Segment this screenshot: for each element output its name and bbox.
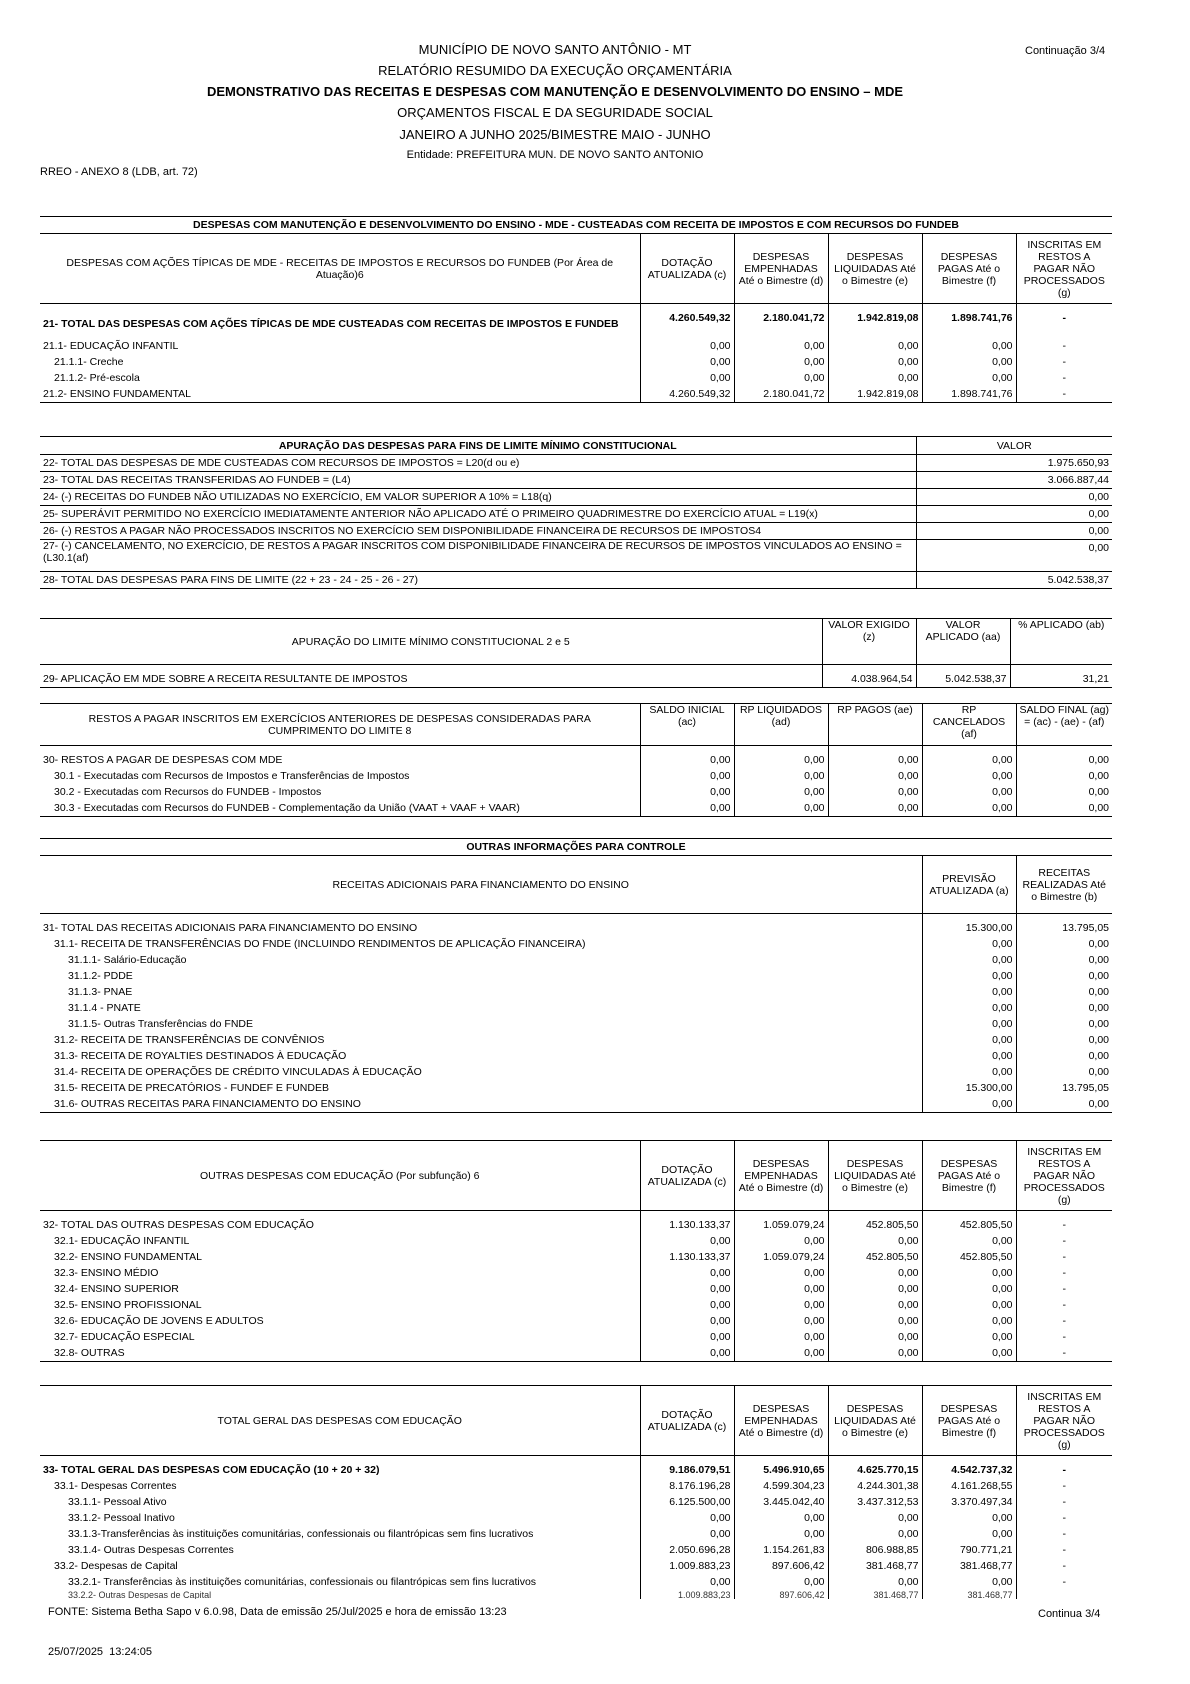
table-row: 21.1- EDUCAÇÃO INFANTIL 0,00 0,00 0,00 0,00 - — [40, 338, 1112, 354]
entity-line: Entidade: PREFEITURA MUN. DE NOVO SANTO ANTONIO — [406, 149, 704, 161]
table-row: 29- APLICAÇÃO EM MDE SOBRE A RECEITA RESULTANTE DE IMPOSTOS 4.038.964,54 5.042.538,37 31,21 — [40, 671, 1112, 688]
column-header: APURAÇÃO DO LIMITE MÍNIMO CONSTITUCIONAL 2 e 5 — [40, 619, 822, 665]
table-row: 23- TOTAL DAS RECEITAS TRANSFERIDAS AO FUNDEB = (L4) 3.066.887,44 — [40, 472, 1112, 489]
column-header: INSCRITAS EM RESTOS A PAGAR NÃO PROCESSADOS (g) — [1016, 1386, 1112, 1456]
column-header: VALOR EXIGIDO (z) — [822, 619, 916, 665]
column-header: DOTAÇÃO ATUALIZADA (c) — [640, 1386, 734, 1456]
table-row: 21.2- ENSINO FUNDAMENTAL 4.260.549,32 2.180.041,72 1.942.819,08 1.898.741,76 - — [40, 386, 1112, 403]
table-row: 26- (-) RESTOS A PAGAR NÃO PROCESSADOS INSCRITOS NO EXERCÍCIO SEM DISPONIBILIDADE FINANCEIRA DE RECURSOS DE IMPOSTOS4 0,00 — [40, 523, 1112, 540]
column-header: DESPESAS EMPENHADAS Até o Bimestre (d) — [734, 1386, 828, 1456]
statement-title: DEMONSTRATIVO DAS RECEITAS E DESPESAS COM MANUTENÇÃO E DESENVOLVIMENTO DO ENSINO – MDE — [206, 84, 904, 99]
total-education-expenses-table — [40, 1385, 1112, 1599]
column-header: INSCRITAS EM RESTOS A PAGAR NÃO PROCESSADOS (g) — [1016, 234, 1112, 304]
column-header: RP PAGOS (ae) — [828, 704, 922, 746]
table-row: 33.1.4- Outras Despesas Correntes 2.050.696,28 1.154.261,83 806.988,85 790.771,21 - — [40, 1542, 1112, 1558]
constitutional-limit-table — [40, 618, 1112, 688]
table-row: 33.2.2- Outras Despesas de Capital 1.009.883,23 897.606,42 381.468,77 381.468,77 — [40, 1590, 1112, 1599]
table-row: 33.1.1- Pessoal Ativo 6.125.500,00 3.445.042,40 3.437.312,53 3.370.497,34 - — [40, 1494, 1112, 1510]
table-row: 33.2.1- Transferências às instituições comunitárias, confessionais ou filantrópicas sem fins lucrativos 0,00 0,00 0,00 0,00 - — [40, 1574, 1112, 1590]
additional-revenue-table — [40, 838, 1112, 1113]
table-row: 31- TOTAL DAS RECEITAS ADICIONAIS PARA FINANCIAMENTO DO ENSINO 15.300,00 13.795,05 — [40, 920, 1112, 936]
table-row: 27- (-) CANCELAMENTO, NO EXERCÍCIO, DE RESTOS A PAGAR INSCRITOS COM DISPONIBILIDADE FINANCEIRA DE RECURSOS DE IMPOSTOS VINCULADOS AO ENSINO = (L30.1(af) 0,00 — [40, 540, 1112, 572]
table-row: 32.6- EDUCAÇÃO DE JOVENS E ADULTOS 0,00 0,00 0,00 0,00 - — [40, 1313, 1112, 1329]
other-education-expenses-table — [40, 1140, 1112, 1362]
table-row: 28- TOTAL DAS DESPESAS PARA FINS DE LIMITE (22 + 23 - 24 - 25 - 26 - 27) 5.042.538,37 — [40, 572, 1112, 589]
column-header: DESPESAS PAGAS Até o Bimestre (f) — [922, 1386, 1016, 1456]
table-row: 33- TOTAL GERAL DAS DESPESAS COM EDUCAÇÃO (10 + 20 + 32) 9.186.079,51 5.496.910,65 4.625.770,15 4.542.737,32 - — [40, 1462, 1112, 1478]
table-row: 33.1.3-Transferências às instituições comunitárias, confessionais ou filantrópicas sem fins lucrativos 0,00 0,00 0,00 0,00 - — [40, 1526, 1112, 1542]
restos-a-pagar-table — [40, 703, 1112, 817]
period-subtitle: JANEIRO A JUNHO 2025/BIMESTRE MAIO - JUNHO — [399, 127, 711, 142]
table-row: 32- TOTAL DAS OUTRAS DESPESAS COM EDUCAÇÃO 1.130.133,37 1.059.079,24 452.805,50 452.805,50 - — [40, 1217, 1112, 1233]
source-footer: FONTE: Sistema Betha Sapo v 6.0.98, Data de emissão 25/Jul/2025 e hora de emissão 13:23 — [48, 1606, 511, 1618]
table-row: 32.2- ENSINO FUNDAMENTAL 1.130.133,37 1.059.079,24 452.805,50 452.805,50 - — [40, 1249, 1112, 1265]
continuation-label: Continuação 3/4 — [1025, 45, 1106, 57]
table-row: 30.3 - Executadas com Recursos do FUNDEB - Complementação da União (VAAT + VAAF + VAAR) 0,00 0,00 0,00 0,00 0,00 — [40, 800, 1112, 817]
column-header: RP CANCELADOS (af) — [922, 704, 1016, 746]
column-header: DESPESAS PAGAS Até o Bimestre (f) — [922, 1141, 1016, 1211]
table-row: 32.8- OUTRAS 0,00 0,00 0,00 0,00 - — [40, 1345, 1112, 1362]
table-row: 25- SUPERÁVIT PERMITIDO NO EXERCÍCIO IMEDIATAMENTE ANTERIOR NÃO APLICADO ATÉ O PRIMEIRO QUADRIMESTRE DO EXERCÍCIO ATUAL = L19(x) 0,00 — [40, 506, 1112, 523]
table-row: 32.5- ENSINO PROFISSIONAL 0,00 0,00 0,00 0,00 - — [40, 1297, 1112, 1313]
column-header: INSCRITAS EM RESTOS A PAGAR NÃO PROCESSADOS (g) — [1016, 1141, 1112, 1211]
column-header: RECEITAS ADICIONAIS PARA FINANCIAMENTO DO ENSINO — [40, 856, 922, 914]
table-row: 33.2- Despesas de Capital 1.009.883,23 897.606,42 381.468,77 381.468,77 - — [40, 1558, 1112, 1574]
table-row: 31.1.5- Outras Transferências do FNDE 0,00 0,00 — [40, 1016, 1112, 1032]
column-header: SALDO INICIAL (ac) — [640, 704, 734, 746]
column-header: DOTAÇÃO ATUALIZADA (c) — [640, 1141, 734, 1211]
table-row: 21- TOTAL DAS DESPESAS COM AÇÕES TÍPICAS DE MDE CUSTEADAS COM RECEITAS DE IMPOSTOS E FUNDEB 4.260.549,32 2.180.041,72 1.942.819,08 1.898.741,76 - — [40, 310, 1112, 338]
table-row: 24- (-) RECEITAS DO FUNDEB NÃO UTILIZADAS NO EXERCÍCIO, EM VALOR SUPERIOR A 10% = L18(q) 0,00 — [40, 489, 1112, 506]
table-row: 32.3- ENSINO MÉDIO 0,00 0,00 0,00 0,00 - — [40, 1265, 1112, 1281]
table-row: 31.1.1- Salário-Educação 0,00 0,00 — [40, 952, 1112, 968]
table-row: 21.1.1- Creche 0,00 0,00 0,00 0,00 - — [40, 354, 1112, 370]
table-row: 30- RESTOS A PAGAR DE DESPESAS COM MDE 0,00 0,00 0,00 0,00 0,00 — [40, 752, 1112, 768]
table-row: 30.2 - Executadas com Recursos do FUNDEB - Impostos 0,00 0,00 0,00 0,00 0,00 — [40, 784, 1112, 800]
table-title: APURAÇÃO DAS DESPESAS PARA FINS DE LIMITE MÍNIMO CONSTITUCIONAL — [40, 437, 916, 455]
table-row: 31.1.4 - PNATE 0,00 0,00 — [40, 1000, 1112, 1016]
column-header: DESPESAS LIQUIDADAS Até o Bimestre (e) — [828, 1141, 922, 1211]
table-row: 32.4- ENSINO SUPERIOR 0,00 0,00 0,00 0,00 - — [40, 1281, 1112, 1297]
table-row: 33.1.2- Pessoal Inativo 0,00 0,00 0,00 0,00 - — [40, 1510, 1112, 1526]
table-row: 31.1- RECEITA DE TRANSFERÊNCIAS DO FNDE (INCLUINDO RENDIMENTOS DE APLICAÇÃO FINANCEIRA) 0,00 0,00 — [40, 936, 1112, 952]
column-header: VALOR — [916, 437, 1112, 455]
table-row: 31.4- RECEITA DE OPERAÇÕES DE CRÉDITO VINCULADAS À EDUCAÇÃO 0,00 0,00 — [40, 1064, 1112, 1080]
table-title: OUTRAS INFORMAÇÕES PARA CONTROLE — [40, 839, 1112, 856]
continue-label: Continua 3/4 — [1038, 1608, 1101, 1620]
table-row: 31.1.3- PNAE 0,00 0,00 — [40, 984, 1112, 1000]
table-row: 31.6- OUTRAS RECEITAS PARA FINANCIAMENTO DO ENSINO 0,00 0,00 — [40, 1096, 1112, 1113]
budget-subtitle: ORÇAMENTOS FISCAL E DA SEGURIDADE SOCIAL — [397, 105, 713, 120]
column-header: % APLICADO (ab) — [1010, 619, 1112, 665]
table-row: 33.1- Despesas Correntes 8.176.196,28 4.599.304,23 4.244.301,38 4.161.268,55 - — [40, 1478, 1112, 1494]
table-row: 31.5- RECEITA DE PRECATÓRIOS - FUNDEF E FUNDEB 15.300,00 13.795,05 — [40, 1080, 1112, 1096]
table-row: 21.1.2- Pré-escola 0,00 0,00 0,00 0,00 - — [40, 370, 1112, 386]
column-header: VALOR APLICADO (aa) — [916, 619, 1010, 665]
column-header: DESPESAS LIQUIDADAS Até o Bimestre (e) — [828, 1386, 922, 1456]
report-title: RELATÓRIO RESUMIDO DA EXECUÇÃO ORÇAMENTÁRIA — [378, 63, 732, 78]
column-header: PREVISÃO ATUALIZADA (a) — [922, 856, 1016, 914]
limit-calculation-table — [40, 436, 1112, 589]
column-header: DESPESAS EMPENHADAS Até o Bimestre (d) — [734, 234, 828, 304]
column-header: DESPESAS LIQUIDADAS Até o Bimestre (e) — [828, 234, 922, 304]
print-datetime: 25/07/2025 13:24:05 — [48, 1646, 152, 1658]
mde-expenses-table — [40, 216, 1112, 403]
table-title: DESPESAS COM MANUTENÇÃO E DESENVOLVIMENTO DO ENSINO - MDE - CUSTEADAS COM RECEITA DE IMPOSTOS E COM RECURSOS DO FUNDEB — [40, 217, 1112, 234]
table-row: 31.3- RECEITA DE ROYALTIES DESTINADOS À EDUCAÇÃO 0,00 0,00 — [40, 1048, 1112, 1064]
table-row: 30.1 - Executadas com Recursos de Impostos e Transferências de Impostos 0,00 0,00 0,00 0,00 0,00 — [40, 768, 1112, 784]
column-header: RESTOS A PAGAR INSCRITOS EM EXERCÍCIOS ANTERIORES DE DESPESAS CONSIDERADAS PARA CUMPRIMENTO DO LIMITE 8 — [40, 704, 640, 746]
column-header: OUTRAS DESPESAS COM EDUCAÇÃO (Por subfunção) 6 — [40, 1141, 640, 1211]
table-row: 32.7- EDUCAÇÃO ESPECIAL 0,00 0,00 0,00 0,00 - — [40, 1329, 1112, 1345]
annex-label: RREO - ANEXO 8 (LDB, art. 72) — [40, 166, 198, 178]
column-header: RECEITAS REALIZADAS Até o Bimestre (b) — [1016, 856, 1112, 914]
column-header: DESPESAS PAGAS Até o Bimestre (f) — [922, 234, 1016, 304]
column-header: DESPESAS COM AÇÕES TÍPICAS DE MDE - RECEITAS DE IMPOSTOS E RECURSOS DO FUNDEB (Por Área de Atuação)6 — [40, 234, 640, 304]
column-header: SALDO FINAL (ag) = (ac) - (ae) - (af) — [1016, 704, 1112, 746]
municipality-title: MUNICÍPIO DE NOVO SANTO ANTÔNIO - MT — [418, 42, 692, 57]
column-header: TOTAL GERAL DAS DESPESAS COM EDUCAÇÃO — [40, 1386, 640, 1456]
column-header: RP LIQUIDADOS (ad) — [734, 704, 828, 746]
column-header: DESPESAS EMPENHADAS Até o Bimestre (d) — [734, 1141, 828, 1211]
table-row: 32.1- EDUCAÇÃO INFANTIL 0,00 0,00 0,00 0,00 - — [40, 1233, 1112, 1249]
table-row: 31.1.2- PDDE 0,00 0,00 — [40, 968, 1112, 984]
table-row: 22- TOTAL DAS DESPESAS DE MDE CUSTEADAS COM RECURSOS DE IMPOSTOS = L20(d ou e) 1.975.650,93 — [40, 455, 1112, 472]
column-header: DOTAÇÃO ATUALIZADA (c) — [640, 234, 734, 304]
table-row: 31.2- RECEITA DE TRANSFERÊNCIAS DE CONVÊNIOS 0,00 0,00 — [40, 1032, 1112, 1048]
